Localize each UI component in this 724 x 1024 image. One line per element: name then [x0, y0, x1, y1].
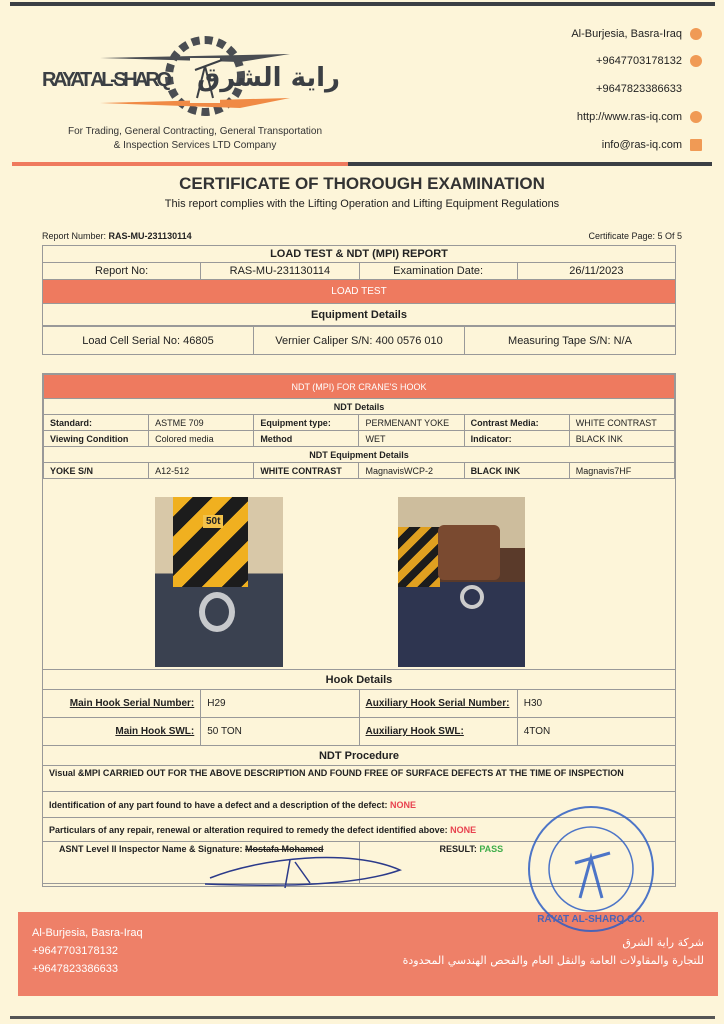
- contact-email: [602, 139, 702, 151]
- hook-photo-2: [398, 497, 525, 667]
- load-cell-serial: Load Cell Serial No: 46805: [43, 327, 254, 355]
- defect-identification-value: NONE: [390, 799, 417, 810]
- viewing-condition-value: Colored media: [149, 431, 254, 447]
- logo-text-en: RAYAT AL-SHARQ: [42, 69, 172, 91]
- footer-arabic-name: شركة راية الشرق: [622, 936, 704, 949]
- contact-website: [577, 111, 702, 123]
- report-number-label: Report Number:: [42, 231, 107, 241]
- ndt-equipment-heading: NDT Equipment Details: [44, 447, 675, 463]
- indicator-value: BLACK INK: [569, 431, 674, 447]
- footer-arabic-description: للتجارة والمقاولات العامة والنقل العام والفحص الهندسي المحدودة: [402, 954, 704, 967]
- vernier-caliper-serial: Vernier Caliper S/N: 400 0576 010: [254, 327, 465, 355]
- equipment-type-value: PERMENANT YOKE: [359, 415, 464, 431]
- load-test-heading: LOAD TEST & NDT (MPI) REPORT: [43, 246, 676, 263]
- footer-phone-1: +9647703178132: [32, 945, 118, 957]
- contact-phone-1: [596, 55, 702, 67]
- top-bar: [10, 2, 715, 6]
- hook-photo-1: [155, 497, 283, 667]
- viewing-condition-label: Viewing Condition: [44, 431, 149, 447]
- report-number-value: RAS-MU-231130114: [108, 231, 192, 241]
- certificate-title: CERTIFICATE OF THOROUGH EXAMINATION: [179, 174, 545, 193]
- contrast-media-value: WHITE CONTRAST: [569, 415, 674, 431]
- globe-icon: [690, 111, 702, 123]
- address-text: Al-Burjesia, Basra-Iraq: [571, 28, 682, 40]
- report-no-value: RAS-MU-231130114: [201, 263, 359, 280]
- result-label: RESULT:: [439, 844, 480, 854]
- exam-date-label: Examination Date:: [359, 263, 517, 280]
- logo-text-ar: راية الشرق: [196, 63, 340, 93]
- email-link[interactable]: info@ras-iq.com: [601, 139, 682, 151]
- main-hook-swl-label: Main Hook SWL:: [43, 718, 201, 746]
- ndt-details-heading: NDT Details: [44, 399, 675, 415]
- black-ink-label: BLACK INK: [464, 463, 569, 479]
- aux-hook-swl-label: Auxiliary Hook SWL:: [359, 718, 517, 746]
- phone-1-text: +9647703178132: [596, 55, 682, 67]
- repair-particulars-label: Particulars of any repair, renewal or alteration required to remedy the defect identified above:: [49, 824, 451, 835]
- aux-hook-swl-value: 4TON: [517, 718, 675, 746]
- tagline: [40, 125, 350, 153]
- tagline-line-1: For Trading, General Contracting, General Transportation: [67, 126, 323, 137]
- method-label: Method: [254, 431, 359, 447]
- ndt-procedure-heading: NDT Procedure: [43, 746, 676, 766]
- report-no-label: Report No:: [43, 263, 201, 280]
- footer-address: Al-Burjesia, Basra-Iraq: [32, 927, 143, 939]
- certificate-page: Certificate Page: 5 Of 5: [588, 231, 682, 241]
- contrast-media-label: Contrast Media:: [464, 415, 569, 431]
- result-value: PASS: [479, 844, 504, 854]
- equipment-details-heading: Equipment Details: [43, 304, 676, 326]
- measuring-tape-serial: Measuring Tape S/N: N/A: [465, 327, 676, 355]
- footer-phone-2: +9647823386633: [32, 963, 118, 975]
- repair-particulars-value: NONE: [450, 824, 477, 835]
- white-contrast-value: MagnavisWCP-2: [359, 463, 464, 479]
- aux-hook-serial-label: Auxiliary Hook Serial Number:: [359, 690, 517, 718]
- black-ink-value: Magnavis7HF: [569, 463, 674, 479]
- hook-capacity-label: 50t: [203, 515, 223, 528]
- indicator-label: Indicator:: [464, 431, 569, 447]
- procedure-line-1: Visual &MPI CARRIED OUT FOR THE ABOVE DESCRIPTION AND FOUND FREE OF SURFACE DEFECTS AT THE TIME OF INSPECTION: [43, 766, 676, 792]
- report-number: [42, 231, 192, 241]
- envelope-icon: [690, 139, 702, 151]
- header-divider: [12, 162, 712, 166]
- inspector-signature: [200, 848, 410, 893]
- equipment-type-label: Equipment type:: [254, 415, 359, 431]
- website-link[interactable]: http://www.ras-iq.com: [576, 111, 682, 123]
- standard-value: ASTME 709: [149, 415, 254, 431]
- yoke-sn-label: YOKE S/N: [44, 463, 149, 479]
- location-pin-icon: [690, 28, 702, 40]
- phone-icon: [690, 55, 702, 67]
- main-hook-serial-label: Main Hook Serial Number:: [43, 690, 201, 718]
- tagline-line-2: & Inspection Services LTD Company: [113, 140, 277, 151]
- phone-2-text: +9647823386633: [596, 83, 682, 95]
- certificate-subtitle: This report complies with the Lifting Operation and Lifting Equipment Regulations: [164, 198, 560, 210]
- load-test-table: [42, 245, 676, 355]
- inspector-label: ASNT Level II Inspector Name & Signature:: [59, 844, 246, 854]
- hook-details-heading: Hook Details: [43, 670, 676, 690]
- yoke-sn-value: A12-512: [149, 463, 254, 479]
- main-hook-swl-value: 50 TON: [201, 718, 359, 746]
- ndt-band: NDT (MPI) FOR CRANE'S HOOK: [44, 375, 675, 399]
- aux-hook-serial-value: H30: [517, 690, 675, 718]
- company-logo: [40, 28, 350, 123]
- white-contrast-label: WHITE CONTRAST: [254, 463, 359, 479]
- method-value: WET: [359, 431, 464, 447]
- bottom-bar: [10, 1016, 715, 1019]
- company-stamp: [528, 806, 654, 932]
- load-test-band: LOAD TEST: [43, 280, 676, 304]
- exam-date-value: 26/11/2023: [517, 263, 675, 280]
- inspector-name: Mostafa Mohamed: [245, 844, 324, 854]
- defect-identification-label: Identification of any part found to have a defect and a description of the defect:: [49, 799, 391, 810]
- standard-label: Standard:: [44, 415, 149, 431]
- contact-address: [571, 28, 702, 40]
- stamp-text: RAYAT AL-SHARQ CO.: [537, 914, 645, 925]
- contact-phone-2: [596, 83, 682, 95]
- main-hook-serial-value: H29: [201, 690, 359, 718]
